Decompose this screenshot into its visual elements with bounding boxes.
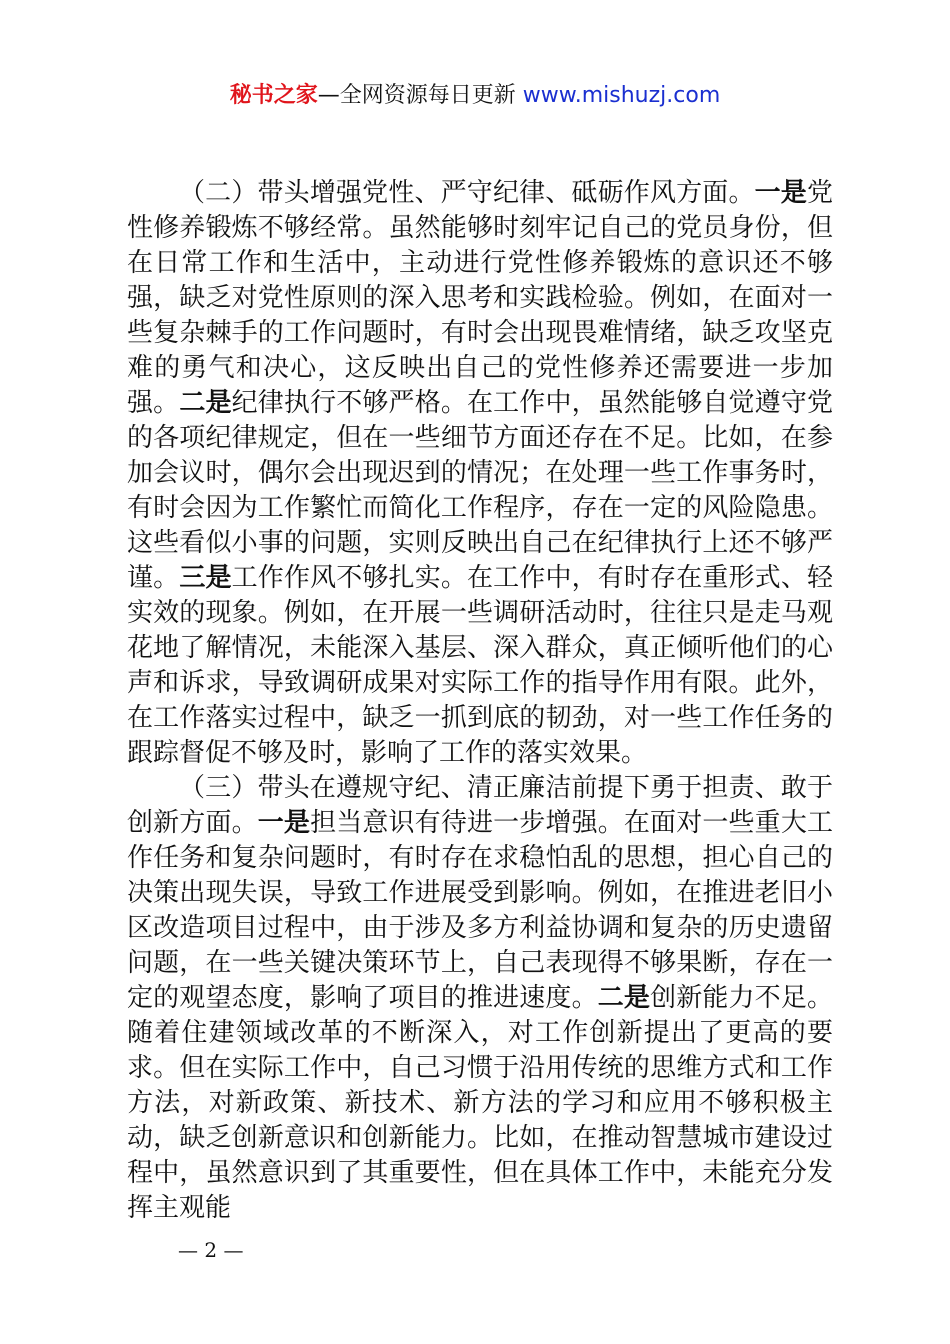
section-heading: （二）带头增强党性、严守纪律、砥砺作风方面。 [179, 178, 755, 208]
section-heading: （三）带头在遵规守纪、清正廉洁前提下勇于担责、敢于创新方面。 [127, 773, 833, 838]
point-marker: 一是 [754, 178, 807, 208]
point-marker: 一是 [257, 808, 311, 838]
site-url[interactable]: www.mishuzj.com [522, 83, 721, 108]
header-tagline: —全网资源每日更新 [317, 83, 516, 108]
document-body [127, 176, 833, 1226]
paragraph-text: 党性修养锻炼不够经常。虽然能够时刻牢记自己的党员身份，但在日常工作和生活中，主动进行党性修养锻炼的意识还不够强，缺乏对党性原则的深入思考和实践检验。例如，在面对一些复杂棘手的工作问题时，有时会出现畏难情绪，缺乏攻坚克难的勇气和决心，这反映出自己的党性修养还需要进一步加强。 [127, 178, 833, 418]
paragraph-text: 纪律执行不够严格。在工作中，虽然能够自觉遵守党的各项纪律规定，但在一些细节方面还存在不足。比如，在参加会议时，偶尔会出现迟到的情况；在处理一些工作事务时，有时会因为工作繁忙而简化工作程序，存在一定的风险隐患。这些看似小事的问题，实则反映出自己在纪律执行上还不够严谨。 [127, 388, 833, 593]
brand-name: 秘书之家 [229, 83, 318, 108]
point-marker: 三是 [179, 563, 232, 593]
point-marker: 二是 [179, 388, 232, 418]
paragraph [127, 176, 833, 771]
point-marker: 二是 [597, 983, 651, 1013]
paragraph-text: 担当意识有待进一步增强。在面对一些重大工作任务和复杂问题时，有时存在求稳怕乱的思想，担心自己的决策出现失误，导致工作进展受到影响。例如，在推进老旧小区改造项目过程中，由于涉及多方利益协调和复杂的历史遗留问题，在一些关键决策环节上，自己表现得不够果断，存在一定的观望态度，影响了项目的推进速度。 [127, 808, 833, 1013]
site-header [0, 80, 950, 112]
paragraph-text: 工作作风不够扎实。在工作中，有时存在重形式、轻实效的现象。例如，在开展一些调研活动时，往往只是走马观花地了解情况，未能深入基层、深入群众，真正倾听他们的心声和诉求，导致调研成果对实际工作的指导作用有限。此外，在工作落实过程中，缺乏一抓到底的韧劲，对一些工作任务的跟踪督促不够及时，影响了工作的落实效果。 [127, 563, 833, 768]
paragraph [127, 771, 833, 1226]
page-number: — 2 — [178, 1238, 244, 1262]
paragraph-text: 创新能力不足。随着住建领域改革的不断深入，对工作创新提出了更高的要求。但在实际工作中，自己习惯于沿用传统的思维方式和工作方法，对新政策、新技术、新方法的学习和应用不够积极主动，缺乏创新意识和创新能力。比如，在推动智慧城市建设过程中，虽然意识到了其重要性，但在具体工作中，未能充分发挥主观能 [127, 983, 833, 1223]
